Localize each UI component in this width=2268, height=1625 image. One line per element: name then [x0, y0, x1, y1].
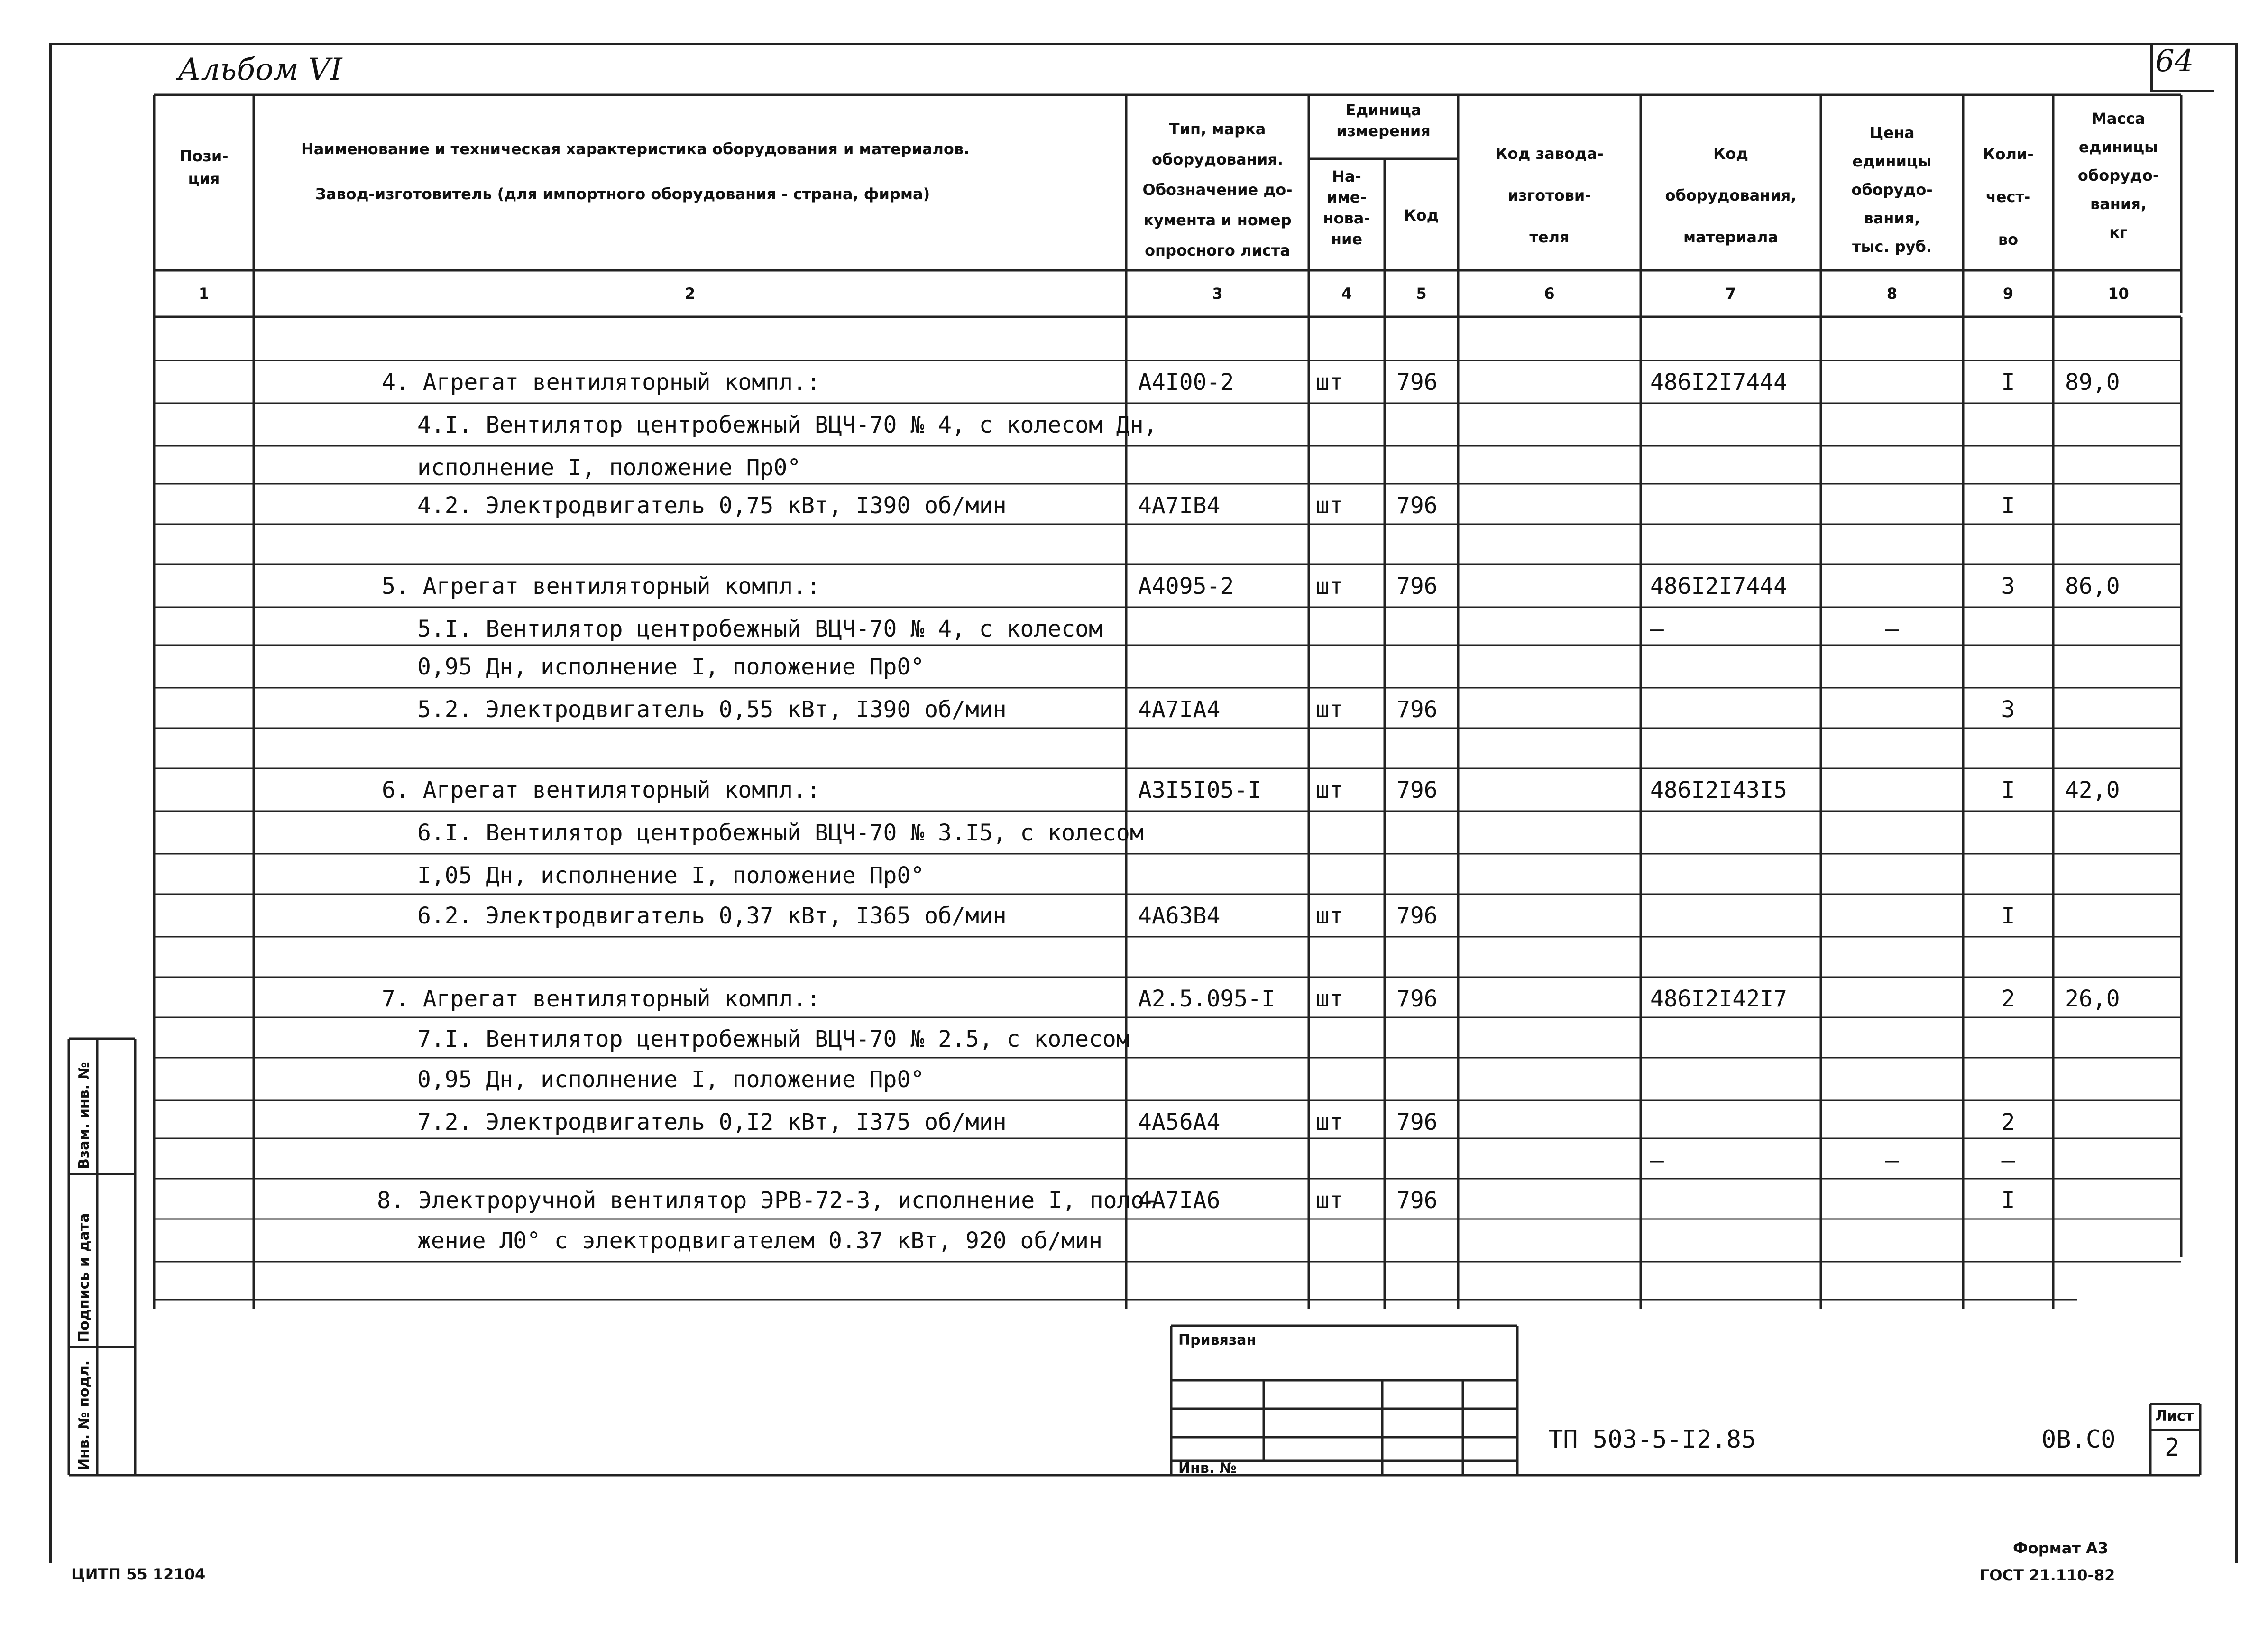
header-name-line2: Завод-изготовитель (для импортного оборудования - страна, фирма) — [315, 185, 930, 203]
table-cell-equip-code: — — [1650, 616, 1664, 642]
table-cell-type: 4А63В4 — [1138, 903, 1221, 929]
table-cell-mass: 86,0 — [2065, 573, 2120, 600]
column-number: 7 — [1725, 285, 1736, 303]
table-cell-qty: — — [2001, 1147, 2015, 1173]
table-cell-code: 796 — [1396, 369, 1438, 396]
table-cell-unit: шт — [1316, 573, 1343, 600]
header-factory-code: Код завода- изготови- теля — [1495, 145, 1604, 246]
table-cell-name: жение Л0° с электродвигателем 0.37 кВт, 920 об/мин — [417, 1228, 1102, 1254]
column-number: 8 — [1886, 285, 1898, 303]
table-cell-name: 4. Агрегат вентиляторный компл.: — [382, 369, 820, 396]
column-number: 1 — [198, 285, 210, 303]
table-cell-unit: шт — [1316, 696, 1343, 723]
page-number: 64 — [2155, 44, 2194, 79]
column-number: 3 — [1212, 285, 1223, 303]
table-cell-equip-code: 486I2I7444 — [1650, 573, 1787, 600]
table-cell-type: А2.5.095-I — [1138, 986, 1275, 1012]
header-quantity: Коли- чест- во — [1983, 145, 2034, 249]
table-cell-name: 7.I. Вентилятор центробежный ВЦЧ-70 № 2.5, с колесом — [417, 1026, 1130, 1053]
table-cell-name: 0,95 Дн, исполнение I, положение Пр0° — [417, 1066, 925, 1093]
table-cell-unit: шт — [1316, 777, 1343, 803]
table-cell-code: 796 — [1396, 777, 1438, 803]
table-cell-unit: шт — [1316, 369, 1343, 396]
table-cell-code: 796 — [1396, 1109, 1438, 1136]
header-unit: Единица измерения — [1336, 101, 1431, 140]
column-number: 5 — [1416, 285, 1427, 303]
column-number: 4 — [1341, 285, 1352, 303]
table-cell-code: 796 — [1396, 492, 1438, 519]
table-cell-unit: шт — [1316, 903, 1343, 929]
table-cell-price: — — [1885, 1147, 1899, 1173]
header-price: Цена единицы оборудо- вания, тыс. руб. — [1851, 124, 1933, 256]
table-cell-name: I,05 Дн, исполнение I, положение Пр0° — [417, 862, 925, 889]
table-cell-qty: I — [2001, 492, 2015, 519]
table-cell-unit: шт — [1316, 1187, 1343, 1214]
table-cell-name: 5.I. Вентилятор центробежный ВЦЧ-70 № 4, с колесом — [417, 616, 1102, 642]
table-cell-equip-code: — — [1650, 1147, 1664, 1173]
table-cell-name: 0,95 Дн, исполнение I, положение Пр0° — [417, 654, 925, 680]
table-cell-qty: 3 — [2001, 696, 2015, 723]
table-cell-code: 796 — [1396, 986, 1438, 1012]
table-cell-type: 4А56А4 — [1138, 1109, 1221, 1136]
table-cell-unit: шт — [1316, 1109, 1343, 1136]
sheet-code: 0В.С0 — [2041, 1425, 2116, 1454]
table-cell-equip-code: 486I2I42I7 — [1650, 986, 1787, 1012]
table-cell-qty: I — [2001, 369, 2015, 396]
table-cell-unit: шт — [1316, 492, 1343, 519]
table-cell-name: 6. Агрегат вентиляторный компл.: — [382, 777, 820, 803]
table-cell-mass: 26,0 — [2065, 986, 2120, 1012]
sheet-number: 2 — [2165, 1433, 2180, 1462]
table-cell-mass: 42,0 — [2065, 777, 2120, 803]
table-cell-qty: 2 — [2001, 986, 2015, 1012]
table-cell-price: — — [1885, 616, 1899, 642]
footer-gost: ГОСТ 21.110-82 — [1980, 1566, 2115, 1584]
header-position: Пози- ция — [179, 147, 229, 188]
table-cell-type: 4А7IА4 — [1138, 696, 1221, 723]
table-cell-name: 4.2. Электродвигатель 0,75 кВт, I390 об/мин — [417, 492, 1007, 519]
footer-code: ЦИТП 55 12104 — [71, 1565, 206, 1583]
column-number: 6 — [1544, 285, 1555, 303]
table-cell-code: 796 — [1396, 696, 1438, 723]
table-cell-type: 4А7IА6 — [1138, 1187, 1221, 1214]
header-unit-name: На- име- нова- ние — [1323, 167, 1370, 248]
stamp-privyazan: Привязан — [1178, 1332, 1257, 1348]
table-cell-mass: 89,0 — [2065, 369, 2120, 396]
stamp-inv-no: Инв. № — [1178, 1460, 1237, 1477]
table-cell-name: исполнение I, положение Пр0° — [417, 454, 801, 481]
column-number: 2 — [684, 285, 696, 303]
sheet-label: Лист — [2155, 1408, 2194, 1424]
table-cell-name: 7. Агрегат вентиляторный компл.: — [382, 986, 820, 1012]
column-number: 10 — [2108, 285, 2129, 303]
table-cell-qty: I — [2001, 1187, 2015, 1214]
table-cell-qty: 2 — [2001, 1109, 2015, 1136]
table-cell-qty: I — [2001, 777, 2015, 803]
footer-format: Формат А3 — [2013, 1539, 2109, 1557]
table-cell-equip-code: 486I2I7444 — [1650, 369, 1787, 396]
column-number: 9 — [2002, 285, 2014, 303]
table-cell-type: А3I5I05-I — [1138, 777, 1262, 803]
table-cell-equip-code: 486I2I43I5 — [1650, 777, 1787, 803]
table-cell-type: А4095-2 — [1138, 573, 1234, 600]
table-cell-name: 5.2. Электродвигатель 0,55 кВт, I390 об/мин — [417, 696, 1007, 723]
header-unit-code: Код — [1404, 206, 1439, 224]
header-type: Тип, марка оборудования. Обозначение до- кумента и номер опросного листа — [1142, 120, 1293, 259]
side-label-podpis: Подпись и дата — [76, 1213, 92, 1342]
header-mass: Масса единицы оборудо- вания, кг — [2077, 110, 2159, 241]
table-cell-type: 4А7IВ4 — [1138, 492, 1221, 519]
table-cell-name: 6.2. Электродвигатель 0,37 кВт, I365 об/мин — [417, 903, 1007, 929]
table-cell-qty: I — [2001, 903, 2015, 929]
side-label-inv: Инв. № подл. — [76, 1360, 92, 1470]
table-cell-code: 796 — [1396, 903, 1438, 929]
album-title: Альбом VI — [178, 52, 342, 87]
table-cell-name: 7.2. Электродвигатель 0,I2 кВт, I375 об/мин — [417, 1109, 1007, 1136]
table-cell-code: 796 — [1396, 1187, 1438, 1214]
header-name-line1: Наименование и техническая характеристика оборудования и материалов. — [301, 140, 970, 158]
header-equipment-code: Код оборудования, материала — [1665, 145, 1797, 246]
table-cell-qty: 3 — [2001, 573, 2015, 600]
table-cell-code: 796 — [1396, 573, 1438, 600]
side-label-vzam: Взам. инв. № — [76, 1062, 92, 1169]
table-cell-name: 4.I. Вентилятор центробежный ВЦЧ-70 № 4, с колесом Дн, — [417, 412, 1157, 438]
doc-code: ТП 503-5-I2.85 — [1548, 1425, 1756, 1454]
table-cell-name: 5. Агрегат вентиляторный компл.: — [382, 573, 820, 600]
table-cell-unit: шт — [1316, 986, 1343, 1012]
table-cell-name: 8. Электроручной вентилятор ЭРВ-72-3, исполнение I, поло- — [377, 1187, 1158, 1214]
table-cell-type: А4I00-2 — [1138, 369, 1234, 396]
table-cell-name: 6.I. Вентилятор центробежный ВЦЧ-70 № 3.I5, с колесом — [417, 820, 1144, 846]
